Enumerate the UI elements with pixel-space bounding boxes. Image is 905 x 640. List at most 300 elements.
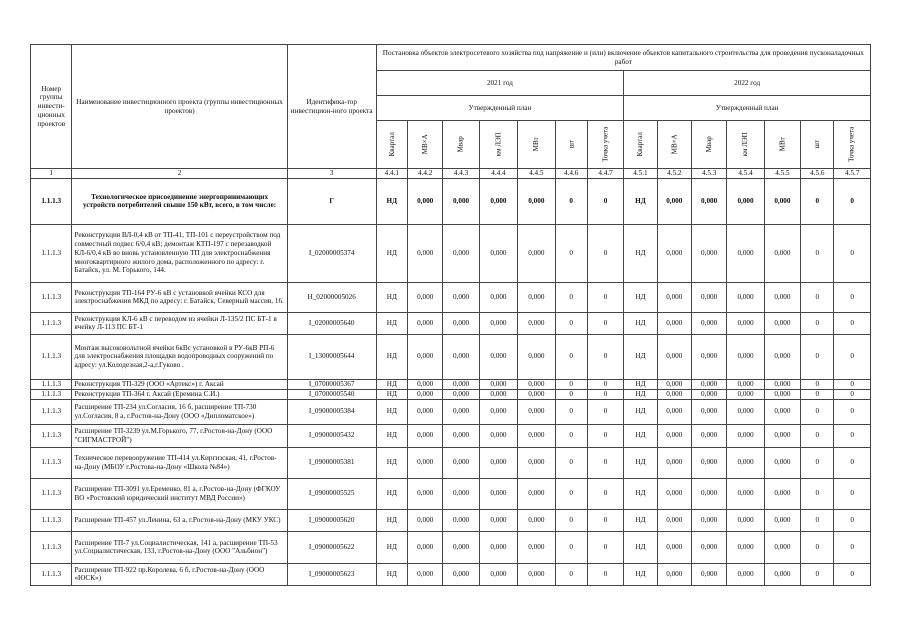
header-project-name: Наименование инвестиционного проекта (группы инвестиционных проектов) bbox=[72, 45, 287, 169]
group-number-cell: 1.1.1.3 bbox=[31, 334, 72, 379]
value-cell: 0,000 bbox=[764, 478, 800, 509]
value-cell: 0,000 bbox=[407, 447, 442, 478]
value-cell: НД bbox=[376, 531, 407, 563]
value-cell: 0 bbox=[555, 178, 587, 224]
table-row bbox=[31, 563, 871, 585]
value-cell: 0 bbox=[555, 379, 587, 389]
value-cell: 0 bbox=[587, 389, 623, 399]
project-id-cell: I_07000005367 bbox=[287, 379, 376, 389]
project-id-cell: I_09000005623 bbox=[287, 563, 376, 585]
project-id-cell: I_09000005381 bbox=[287, 447, 376, 478]
value-cell: НД bbox=[376, 447, 407, 478]
header-plan-2022: Утвержденный план bbox=[624, 96, 871, 121]
value-cell: 0,000 bbox=[518, 224, 555, 282]
value-cell: 0,000 bbox=[691, 282, 726, 312]
table-row bbox=[31, 389, 871, 399]
value-cell: 0 bbox=[587, 509, 623, 531]
project-name-cell: Реконструкция ТП-164 РУ-6 кВ с установкой ячейки КСО для электроснабжения МКД по адресу: г. Батайск, Северный массив, 16. bbox=[72, 282, 287, 312]
header-identifier: Идентифика-тор инвестицион-ного проекта bbox=[287, 45, 376, 169]
unit-header-cell bbox=[727, 121, 764, 169]
unit-header-cell bbox=[764, 121, 800, 169]
column-number-cell: 3 bbox=[287, 169, 376, 179]
project-name-cell: Техническое перевооружение ТП-414 ул.Киргизская, 41, г.Ростов-на-Дону (МБОУ г.Ростова-на-Дону «Школа №84») bbox=[72, 447, 287, 478]
value-cell: 0,000 bbox=[691, 509, 726, 531]
value-cell: 0,000 bbox=[479, 478, 517, 509]
value-cell: НД bbox=[624, 478, 657, 509]
value-cell: 0,000 bbox=[691, 478, 726, 509]
value-cell: НД bbox=[376, 312, 407, 334]
value-cell: 0,000 bbox=[443, 447, 479, 478]
value-cell: 0,000 bbox=[691, 447, 726, 478]
group-number-cell: 1.1.1.3 bbox=[31, 178, 72, 224]
project-name-cell: Расширение ТП-3091 ул.Еременко, 81 а, г.Ростов-на-Дону (ФГКОУ ВО «Ростовский юридический институт МВД России») bbox=[72, 478, 287, 509]
value-cell: 0 bbox=[801, 389, 834, 399]
value-cell: 0,000 bbox=[479, 178, 517, 224]
project-name-cell: Расширение ТП-7 ул.Социалистическая, 141 а, расширение ТП-53 ул.Социалистическая, 133, г.Ростов-на-Дону (ООО "Альбион") bbox=[72, 531, 287, 563]
unit-header-cell bbox=[691, 121, 726, 169]
unit-header-label: МВ×А bbox=[670, 134, 679, 155]
project-name-cell: Реконструкция ТП-329 (ООО «Артекс») г. Аксай bbox=[72, 379, 287, 389]
column-number-cell: 4.5.3 bbox=[691, 169, 726, 179]
header-group-number: Номер группы инвести-ционных проектов bbox=[31, 45, 72, 169]
value-cell: 0,000 bbox=[657, 531, 691, 563]
value-cell: 0,000 bbox=[518, 282, 555, 312]
project-id-cell: I_09000005620 bbox=[287, 509, 376, 531]
value-cell: 0 bbox=[834, 424, 871, 447]
unit-header-label: МВт bbox=[532, 137, 541, 152]
unit-header-cell bbox=[376, 121, 407, 169]
value-cell: 0,000 bbox=[657, 389, 691, 399]
unit-header-label: Мвар bbox=[456, 136, 465, 153]
value-cell: 0,000 bbox=[764, 424, 800, 447]
value-cell: НД bbox=[376, 224, 407, 282]
value-cell: 0,000 bbox=[479, 399, 517, 424]
value-cell: 0,000 bbox=[518, 509, 555, 531]
value-cell: 0,000 bbox=[727, 531, 764, 563]
value-cell: 0,000 bbox=[764, 389, 800, 399]
project-id-cell: I_02000005640 bbox=[287, 312, 376, 334]
value-cell: 0,000 bbox=[691, 399, 726, 424]
value-cell: 0,000 bbox=[518, 478, 555, 509]
unit-header-cell bbox=[555, 121, 587, 169]
header-year-2021: 2021 год bbox=[376, 71, 624, 96]
value-cell: 0,000 bbox=[479, 424, 517, 447]
value-cell: 0,000 bbox=[727, 312, 764, 334]
value-cell: 0,000 bbox=[443, 424, 479, 447]
value-cell: 0 bbox=[834, 399, 871, 424]
value-cell: 0,000 bbox=[407, 563, 442, 585]
project-name-cell: Монтаж высоковольтной ячейки 6кВс установкой в РУ-6кВ РП-6 для электроснабжения площадки водопроводных сооружений по адресу: ул.Колодезная,2-а,г.Гуково . bbox=[72, 334, 287, 379]
value-cell: НД bbox=[376, 478, 407, 509]
group-number-cell: 1.1.1.3 bbox=[31, 563, 72, 585]
value-cell: 0,000 bbox=[518, 531, 555, 563]
column-number-cell: 4.5.1 bbox=[624, 169, 657, 179]
value-cell: 0,000 bbox=[691, 334, 726, 379]
value-cell: 0,000 bbox=[657, 509, 691, 531]
group-number-cell: 1.1.1.3 bbox=[31, 447, 72, 478]
value-cell: 0,000 bbox=[443, 334, 479, 379]
value-cell: 0 bbox=[555, 334, 587, 379]
value-cell: 0,000 bbox=[727, 399, 764, 424]
value-cell: 0 bbox=[801, 282, 834, 312]
group-number-cell: 1.1.1.3 bbox=[31, 424, 72, 447]
value-cell: 0,000 bbox=[727, 563, 764, 585]
value-cell: 0 bbox=[587, 478, 623, 509]
value-cell: 0,000 bbox=[518, 379, 555, 389]
value-cell: НД bbox=[624, 424, 657, 447]
group-number-cell: 1.1.1.3 bbox=[31, 389, 72, 399]
unit-header-label: км ЛЭП bbox=[494, 132, 503, 157]
project-id-cell: I_02000005374 bbox=[287, 224, 376, 282]
value-cell: 0,000 bbox=[727, 509, 764, 531]
value-cell: 0 bbox=[834, 563, 871, 585]
value-cell: 0,000 bbox=[443, 389, 479, 399]
value-cell: 0 bbox=[587, 399, 623, 424]
value-cell: 0,000 bbox=[691, 563, 726, 585]
value-cell: 0,000 bbox=[479, 334, 517, 379]
value-cell: НД bbox=[624, 312, 657, 334]
project-id-cell: Г bbox=[287, 178, 376, 224]
table-row bbox=[31, 399, 871, 424]
project-name-cell: Реконструкция КЛ-6 кВ с переводом из ячейки Л-135/2 ПС БТ-1 в ячейку Л-113 ПС БТ-1 bbox=[72, 312, 287, 334]
unit-header-label: МВ×А bbox=[420, 134, 429, 155]
value-cell: 0,000 bbox=[407, 334, 442, 379]
value-cell: 0 bbox=[801, 379, 834, 389]
value-cell: НД bbox=[376, 399, 407, 424]
unit-header-cell bbox=[624, 121, 657, 169]
value-cell: 0 bbox=[555, 312, 587, 334]
unit-header-cell bbox=[801, 121, 834, 169]
value-cell: 0,000 bbox=[407, 282, 442, 312]
value-cell: 0,000 bbox=[727, 447, 764, 478]
column-number-cell: 4.5.2 bbox=[657, 169, 691, 179]
value-cell: 0,000 bbox=[407, 312, 442, 334]
column-number-cell: 4.4.4 bbox=[479, 169, 517, 179]
value-cell: 0 bbox=[555, 531, 587, 563]
value-cell: 0 bbox=[801, 399, 834, 424]
table-row bbox=[31, 224, 871, 282]
value-cell: 0,000 bbox=[518, 334, 555, 379]
group-number-cell: 1.1.1.3 bbox=[31, 399, 72, 424]
value-cell: 0,000 bbox=[691, 531, 726, 563]
value-cell: 0,000 bbox=[657, 379, 691, 389]
unit-header-label: шт bbox=[813, 140, 821, 149]
value-cell: НД bbox=[376, 424, 407, 447]
value-cell: 0 bbox=[801, 509, 834, 531]
column-number-cell: 2 bbox=[72, 169, 287, 179]
header-plan-2021: Утвержденный план bbox=[376, 96, 624, 121]
value-cell: 0,000 bbox=[443, 312, 479, 334]
group-number-cell: 1.1.1.3 bbox=[31, 312, 72, 334]
value-cell: 0,000 bbox=[479, 531, 517, 563]
unit-header-label: Точка учета bbox=[601, 126, 610, 163]
table-row bbox=[31, 312, 871, 334]
value-cell: 0 bbox=[801, 563, 834, 585]
value-cell: 0 bbox=[587, 531, 623, 563]
value-cell: 0,000 bbox=[764, 224, 800, 282]
value-cell: 0 bbox=[801, 178, 834, 224]
value-cell: 0 bbox=[587, 178, 623, 224]
value-cell: 0 bbox=[834, 531, 871, 563]
project-id-cell: I_07000005540 bbox=[287, 389, 376, 399]
value-cell: 0,000 bbox=[657, 399, 691, 424]
value-cell: 0,000 bbox=[691, 389, 726, 399]
group-number-cell: 1.1.1.3 bbox=[31, 224, 72, 282]
column-number-cell: 4.5.7 bbox=[834, 169, 871, 179]
project-id-cell: I_09000005432 bbox=[287, 424, 376, 447]
value-cell: НД bbox=[376, 389, 407, 399]
table-row bbox=[31, 379, 871, 389]
value-cell: НД bbox=[624, 282, 657, 312]
value-cell: 0,000 bbox=[518, 424, 555, 447]
group-number-cell: 1.1.1.3 bbox=[31, 282, 72, 312]
project-name-cell: Расширение ТП-922 пр.Королева, 6 б, г.Ростов-на-Дону (ООО «ЮСК») bbox=[72, 563, 287, 585]
value-cell: НД bbox=[624, 389, 657, 399]
group-number-cell: 1.1.1.3 bbox=[31, 509, 72, 531]
value-cell: 0,000 bbox=[764, 379, 800, 389]
value-cell: 0 bbox=[834, 389, 871, 399]
value-cell: 0,000 bbox=[518, 312, 555, 334]
table-row bbox=[31, 478, 871, 509]
table-row bbox=[31, 531, 871, 563]
value-cell: НД bbox=[376, 563, 407, 585]
summary-row bbox=[31, 178, 871, 224]
project-id-cell: H_02000005026 bbox=[287, 282, 376, 312]
unit-header-cell bbox=[407, 121, 442, 169]
value-cell: 0 bbox=[555, 399, 587, 424]
unit-header-label: Мвар bbox=[704, 136, 713, 153]
value-cell: 0,000 bbox=[407, 531, 442, 563]
value-cell: 0,000 bbox=[691, 312, 726, 334]
unit-header-label: Точка учета bbox=[847, 126, 856, 163]
value-cell: 0,000 bbox=[727, 389, 764, 399]
value-cell: 0,000 bbox=[443, 399, 479, 424]
value-cell: 0,000 bbox=[727, 282, 764, 312]
value-cell: НД bbox=[376, 334, 407, 379]
value-cell: НД bbox=[376, 509, 407, 531]
value-cell: 0 bbox=[801, 478, 834, 509]
unit-header-cell bbox=[657, 121, 691, 169]
value-cell: 0,000 bbox=[727, 334, 764, 379]
project-name-cell: Реконструкция ТП-364 г. Аксай (Еремина С.И.) bbox=[72, 389, 287, 399]
value-cell: 0 bbox=[834, 334, 871, 379]
value-cell: 0,000 bbox=[518, 563, 555, 585]
value-cell: 0,000 bbox=[407, 178, 442, 224]
value-cell: 0 bbox=[555, 389, 587, 399]
header-year-2022: 2022 год bbox=[624, 71, 871, 96]
header-main-title: Постановка объектов электросетевого хозяйства под напряжение и (или) включение объектов капитального строительства для проведения пусконаладочных работ bbox=[376, 45, 870, 71]
value-cell: 0,000 bbox=[443, 563, 479, 585]
value-cell: 0 bbox=[801, 424, 834, 447]
value-cell: 0,000 bbox=[764, 563, 800, 585]
value-cell: 0,000 bbox=[479, 282, 517, 312]
value-cell: 0,000 bbox=[443, 224, 479, 282]
value-cell: 0,000 bbox=[407, 478, 442, 509]
value-cell: 0,000 bbox=[479, 447, 517, 478]
column-number-cell: 1 bbox=[31, 169, 72, 179]
project-name-cell: Расширение ТП-457 ул.Ленина, 63 а, г.Ростов-на-Дону (МКУ УКС) bbox=[72, 509, 287, 531]
value-cell: 0,000 bbox=[407, 424, 442, 447]
value-cell: НД bbox=[624, 178, 657, 224]
value-cell: НД bbox=[624, 224, 657, 282]
value-cell: 0,000 bbox=[657, 563, 691, 585]
value-cell: 0 bbox=[834, 447, 871, 478]
group-number-cell: 1.1.1.3 bbox=[31, 478, 72, 509]
value-cell: 0 bbox=[587, 563, 623, 585]
project-name-cell: Расширение ТП-3239 ул.М.Горького, 77, г.Ростов-на-Дону (ООО "СИГМАСТРОЙ") bbox=[72, 424, 287, 447]
value-cell: 0 bbox=[587, 447, 623, 478]
column-number-cell: 4.4.2 bbox=[407, 169, 442, 179]
value-cell: 0 bbox=[834, 178, 871, 224]
project-id-cell: I_09000005384 bbox=[287, 399, 376, 424]
value-cell: 0,000 bbox=[479, 563, 517, 585]
value-cell: 0,000 bbox=[407, 379, 442, 389]
project-id-cell: I_09000005622 bbox=[287, 531, 376, 563]
value-cell: 0 bbox=[555, 282, 587, 312]
table-row bbox=[31, 282, 871, 312]
value-cell: 0,000 bbox=[764, 282, 800, 312]
group-number-cell: 1.1.1.3 bbox=[31, 531, 72, 563]
value-cell: 0,000 bbox=[443, 282, 479, 312]
column-number-cell: 4.4.6 bbox=[555, 169, 587, 179]
value-cell: 0,000 bbox=[657, 282, 691, 312]
value-cell: 0,000 bbox=[691, 224, 726, 282]
unit-header-label: км ЛЭП bbox=[741, 132, 750, 157]
value-cell: 0 bbox=[834, 224, 871, 282]
document-sheet bbox=[30, 44, 871, 586]
value-cell: 0,000 bbox=[764, 399, 800, 424]
value-cell: 0 bbox=[801, 334, 834, 379]
value-cell: 0 bbox=[801, 531, 834, 563]
value-cell: 0,000 bbox=[657, 447, 691, 478]
unit-header-label: Квартал bbox=[636, 132, 645, 157]
value-cell: 0 bbox=[587, 224, 623, 282]
value-cell: 0,000 bbox=[691, 178, 726, 224]
value-cell: НД bbox=[624, 531, 657, 563]
table-row bbox=[31, 334, 871, 379]
column-number-cell: 4.4.1 bbox=[376, 169, 407, 179]
value-cell: НД bbox=[624, 334, 657, 379]
value-cell: 0 bbox=[834, 282, 871, 312]
column-number-cell: 4.4.3 bbox=[443, 169, 479, 179]
value-cell: НД bbox=[376, 379, 407, 389]
value-cell: 0 bbox=[834, 478, 871, 509]
value-cell: 0,000 bbox=[727, 379, 764, 389]
project-id-cell: I_13000005644 bbox=[287, 334, 376, 379]
value-cell: 0,000 bbox=[479, 312, 517, 334]
value-cell: 0,000 bbox=[764, 447, 800, 478]
value-cell: 0 bbox=[555, 478, 587, 509]
investment-table bbox=[30, 44, 871, 586]
value-cell: 0 bbox=[801, 447, 834, 478]
value-cell: 0 bbox=[587, 282, 623, 312]
value-cell: 0 bbox=[801, 224, 834, 282]
value-cell: 0 bbox=[587, 312, 623, 334]
value-cell: 0,000 bbox=[727, 178, 764, 224]
value-cell: 0,000 bbox=[764, 509, 800, 531]
value-cell: 0 bbox=[555, 447, 587, 478]
project-name-cell: Технологическое присоединение энергопринимающих устройств потребителей свыше 150 кВт, всего, в том числе: bbox=[72, 178, 287, 224]
value-cell: 0 bbox=[834, 312, 871, 334]
value-cell: 0,000 bbox=[407, 399, 442, 424]
group-number-cell: 1.1.1.3 bbox=[31, 379, 72, 389]
table-row bbox=[31, 509, 871, 531]
column-number-cell: 4.5.6 bbox=[801, 169, 834, 179]
value-cell: 0,000 bbox=[443, 509, 479, 531]
column-number-cell: 4.4.5 bbox=[518, 169, 555, 179]
unit-header-label: Квартал bbox=[387, 132, 396, 157]
table-row bbox=[31, 447, 871, 478]
value-cell: 0 bbox=[555, 563, 587, 585]
unit-header-label: МВт bbox=[778, 137, 787, 152]
value-cell: 0,000 bbox=[518, 178, 555, 224]
value-cell: 0,000 bbox=[518, 447, 555, 478]
value-cell: НД bbox=[624, 447, 657, 478]
value-cell: НД bbox=[376, 178, 407, 224]
value-cell: 0,000 bbox=[407, 509, 442, 531]
value-cell: 0,000 bbox=[479, 379, 517, 389]
value-cell: 0,000 bbox=[727, 424, 764, 447]
value-cell: 0,000 bbox=[443, 379, 479, 389]
value-cell: 0 bbox=[801, 312, 834, 334]
value-cell: 0,000 bbox=[479, 509, 517, 531]
value-cell: 0,000 bbox=[727, 224, 764, 282]
table-row bbox=[31, 424, 871, 447]
value-cell: 0,000 bbox=[443, 478, 479, 509]
unit-header-cell bbox=[518, 121, 555, 169]
column-number-cell: 4.5.4 bbox=[727, 169, 764, 179]
value-cell: 0,000 bbox=[518, 399, 555, 424]
unit-header-label: шт bbox=[566, 140, 575, 149]
value-cell: НД bbox=[376, 282, 407, 312]
value-cell: 0,000 bbox=[657, 312, 691, 334]
value-cell: 0 bbox=[834, 509, 871, 531]
value-cell: 0,000 bbox=[479, 389, 517, 399]
value-cell: НД bbox=[624, 379, 657, 389]
project-name-cell: Реконструкция ВЛ-0,4 кВ от ТП-41, ТП-101 с переустройством под совместный подвес 6/0,4 кВ; демонтаж КТП-197 с перезаводкой КЛ-6/0,4 кВ во вновь установленную ТП для электроснабжения многоквартирного жилого дома, расположенного по адресу: г. Батайск, ул. М. Горького, 144. bbox=[72, 224, 287, 282]
value-cell: 0,000 bbox=[443, 178, 479, 224]
value-cell: 0,000 bbox=[691, 379, 726, 389]
value-cell: 0,000 bbox=[657, 424, 691, 447]
value-cell: 0,000 bbox=[727, 478, 764, 509]
value-cell: 0,000 bbox=[657, 334, 691, 379]
value-cell: 0,000 bbox=[764, 531, 800, 563]
value-cell: 0,000 bbox=[479, 224, 517, 282]
value-cell: 0,000 bbox=[657, 178, 691, 224]
value-cell: 0,000 bbox=[407, 224, 442, 282]
value-cell: 0,000 bbox=[407, 389, 442, 399]
value-cell: НД bbox=[624, 399, 657, 424]
value-cell: 0,000 bbox=[657, 224, 691, 282]
value-cell: 0 bbox=[587, 424, 623, 447]
project-id-cell: I_09000005525 bbox=[287, 478, 376, 509]
unit-header-cell bbox=[834, 121, 871, 169]
value-cell: 0 bbox=[555, 509, 587, 531]
unit-header-cell bbox=[443, 121, 479, 169]
column-number-cell: 4.5.5 bbox=[764, 169, 800, 179]
value-cell: 0,000 bbox=[691, 424, 726, 447]
column-number-cell: 4.4.7 bbox=[587, 169, 623, 179]
value-cell: 0 bbox=[555, 424, 587, 447]
value-cell: 0,000 bbox=[764, 178, 800, 224]
value-cell: 0,000 bbox=[443, 531, 479, 563]
value-cell: 0,000 bbox=[518, 389, 555, 399]
value-cell: 0 bbox=[587, 334, 623, 379]
value-cell: 0 bbox=[555, 224, 587, 282]
project-name-cell: Расширение ТП-234 ул.Согласия, 16 б, расширение ТП-730 ул.Согласия, 8 а, г.Ростов-на-Дону (ООО «Дипломатское») bbox=[72, 399, 287, 424]
value-cell: 0 bbox=[587, 379, 623, 389]
value-cell: 0 bbox=[834, 379, 871, 389]
